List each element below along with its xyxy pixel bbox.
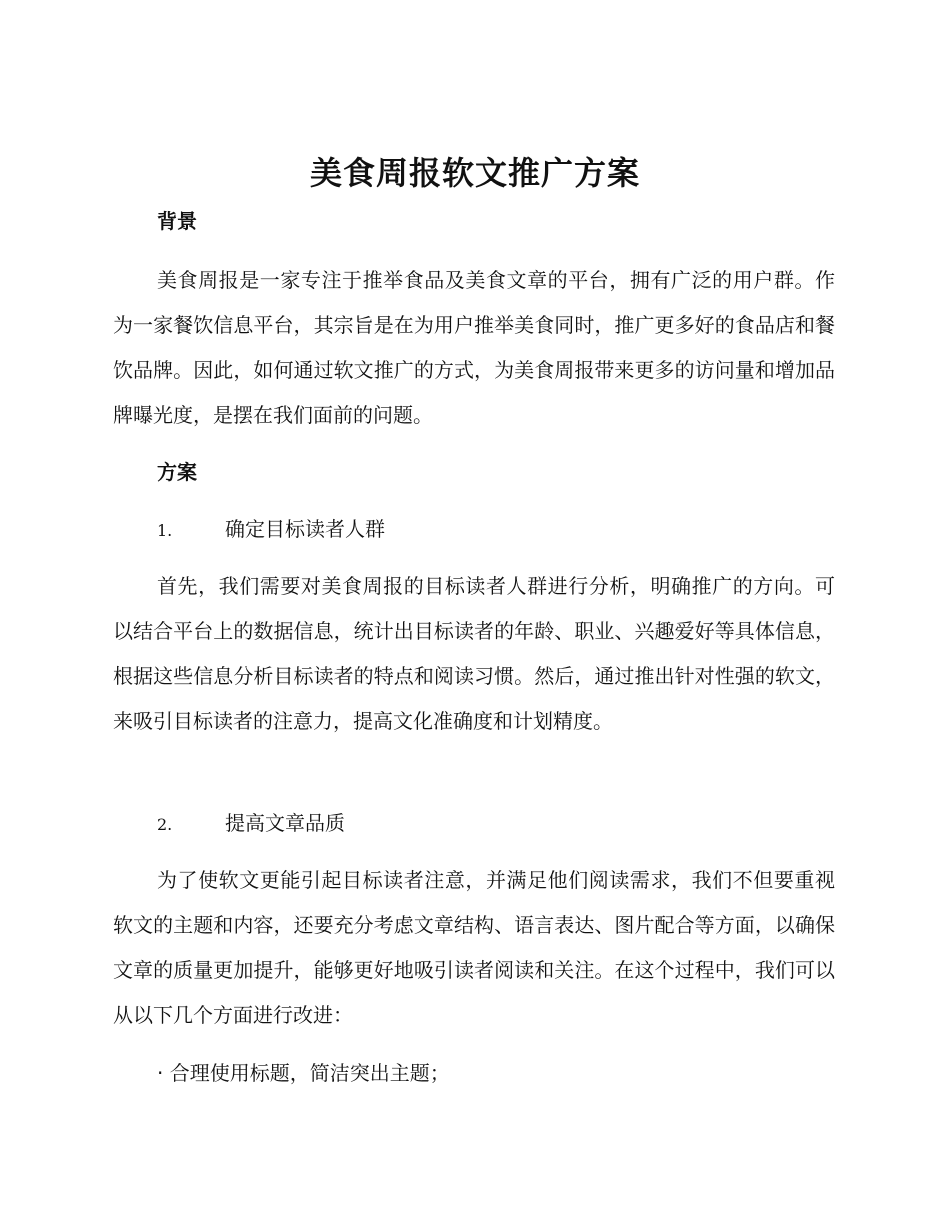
list-item-2 bbox=[157, 808, 345, 840]
list-label-1: 确定目标读者人群 bbox=[225, 517, 385, 541]
item1-paragraph: 首先，我们需要对美食周报的目标读者人群进行分析，明确推广的方向。可以结合平台上的数据信息，统计出目标读者的年龄、职业、兴趣爱好等具体信息，根据这些信息分析目标读者的特点和阅读习惯。然后，通过推出针对性强的软文，来吸引目标读者的注意力，提高文化准确度和计划精度。 bbox=[113, 574, 835, 733]
section-heading-background: 背景 bbox=[157, 209, 197, 233]
list-label-2: 提高文章品质 bbox=[225, 811, 345, 835]
item2-paragraph: 为了使软文更能引起目标读者注意，并满足他们阅读需求，我们不但要重视软文的主题和内容，还要充分考虑文章结构、语言表达、图片配合等方面，以确保文章的质量更加提升，能够更好地吸引读者阅读和关注。在这个过程中，我们可以从以下几个方面进行改进： bbox=[113, 868, 835, 1027]
bullet-item-1: · 合理使用标题，简洁突出主题； bbox=[157, 1061, 450, 1085]
document-title: 美食周报软文推广方案 bbox=[309, 154, 640, 192]
section-heading-plan: 方案 bbox=[157, 460, 197, 484]
list-item-1 bbox=[157, 514, 385, 546]
list-number-2: 2. bbox=[157, 815, 173, 834]
list-number-1: 1. bbox=[157, 521, 173, 540]
background-paragraph: 美食周报是一家专注于推举食品及美食文章的平台，拥有广泛的用户群。作为一家餐饮信息平台，其宗旨是在为用户推举美食同时，推广更多好的食品店和餐饮品牌。因此，如何通过软文推广的方式，为美食周报带来更多的访问量和增加品牌曝光度，是摆在我们面前的问题。 bbox=[113, 268, 835, 427]
